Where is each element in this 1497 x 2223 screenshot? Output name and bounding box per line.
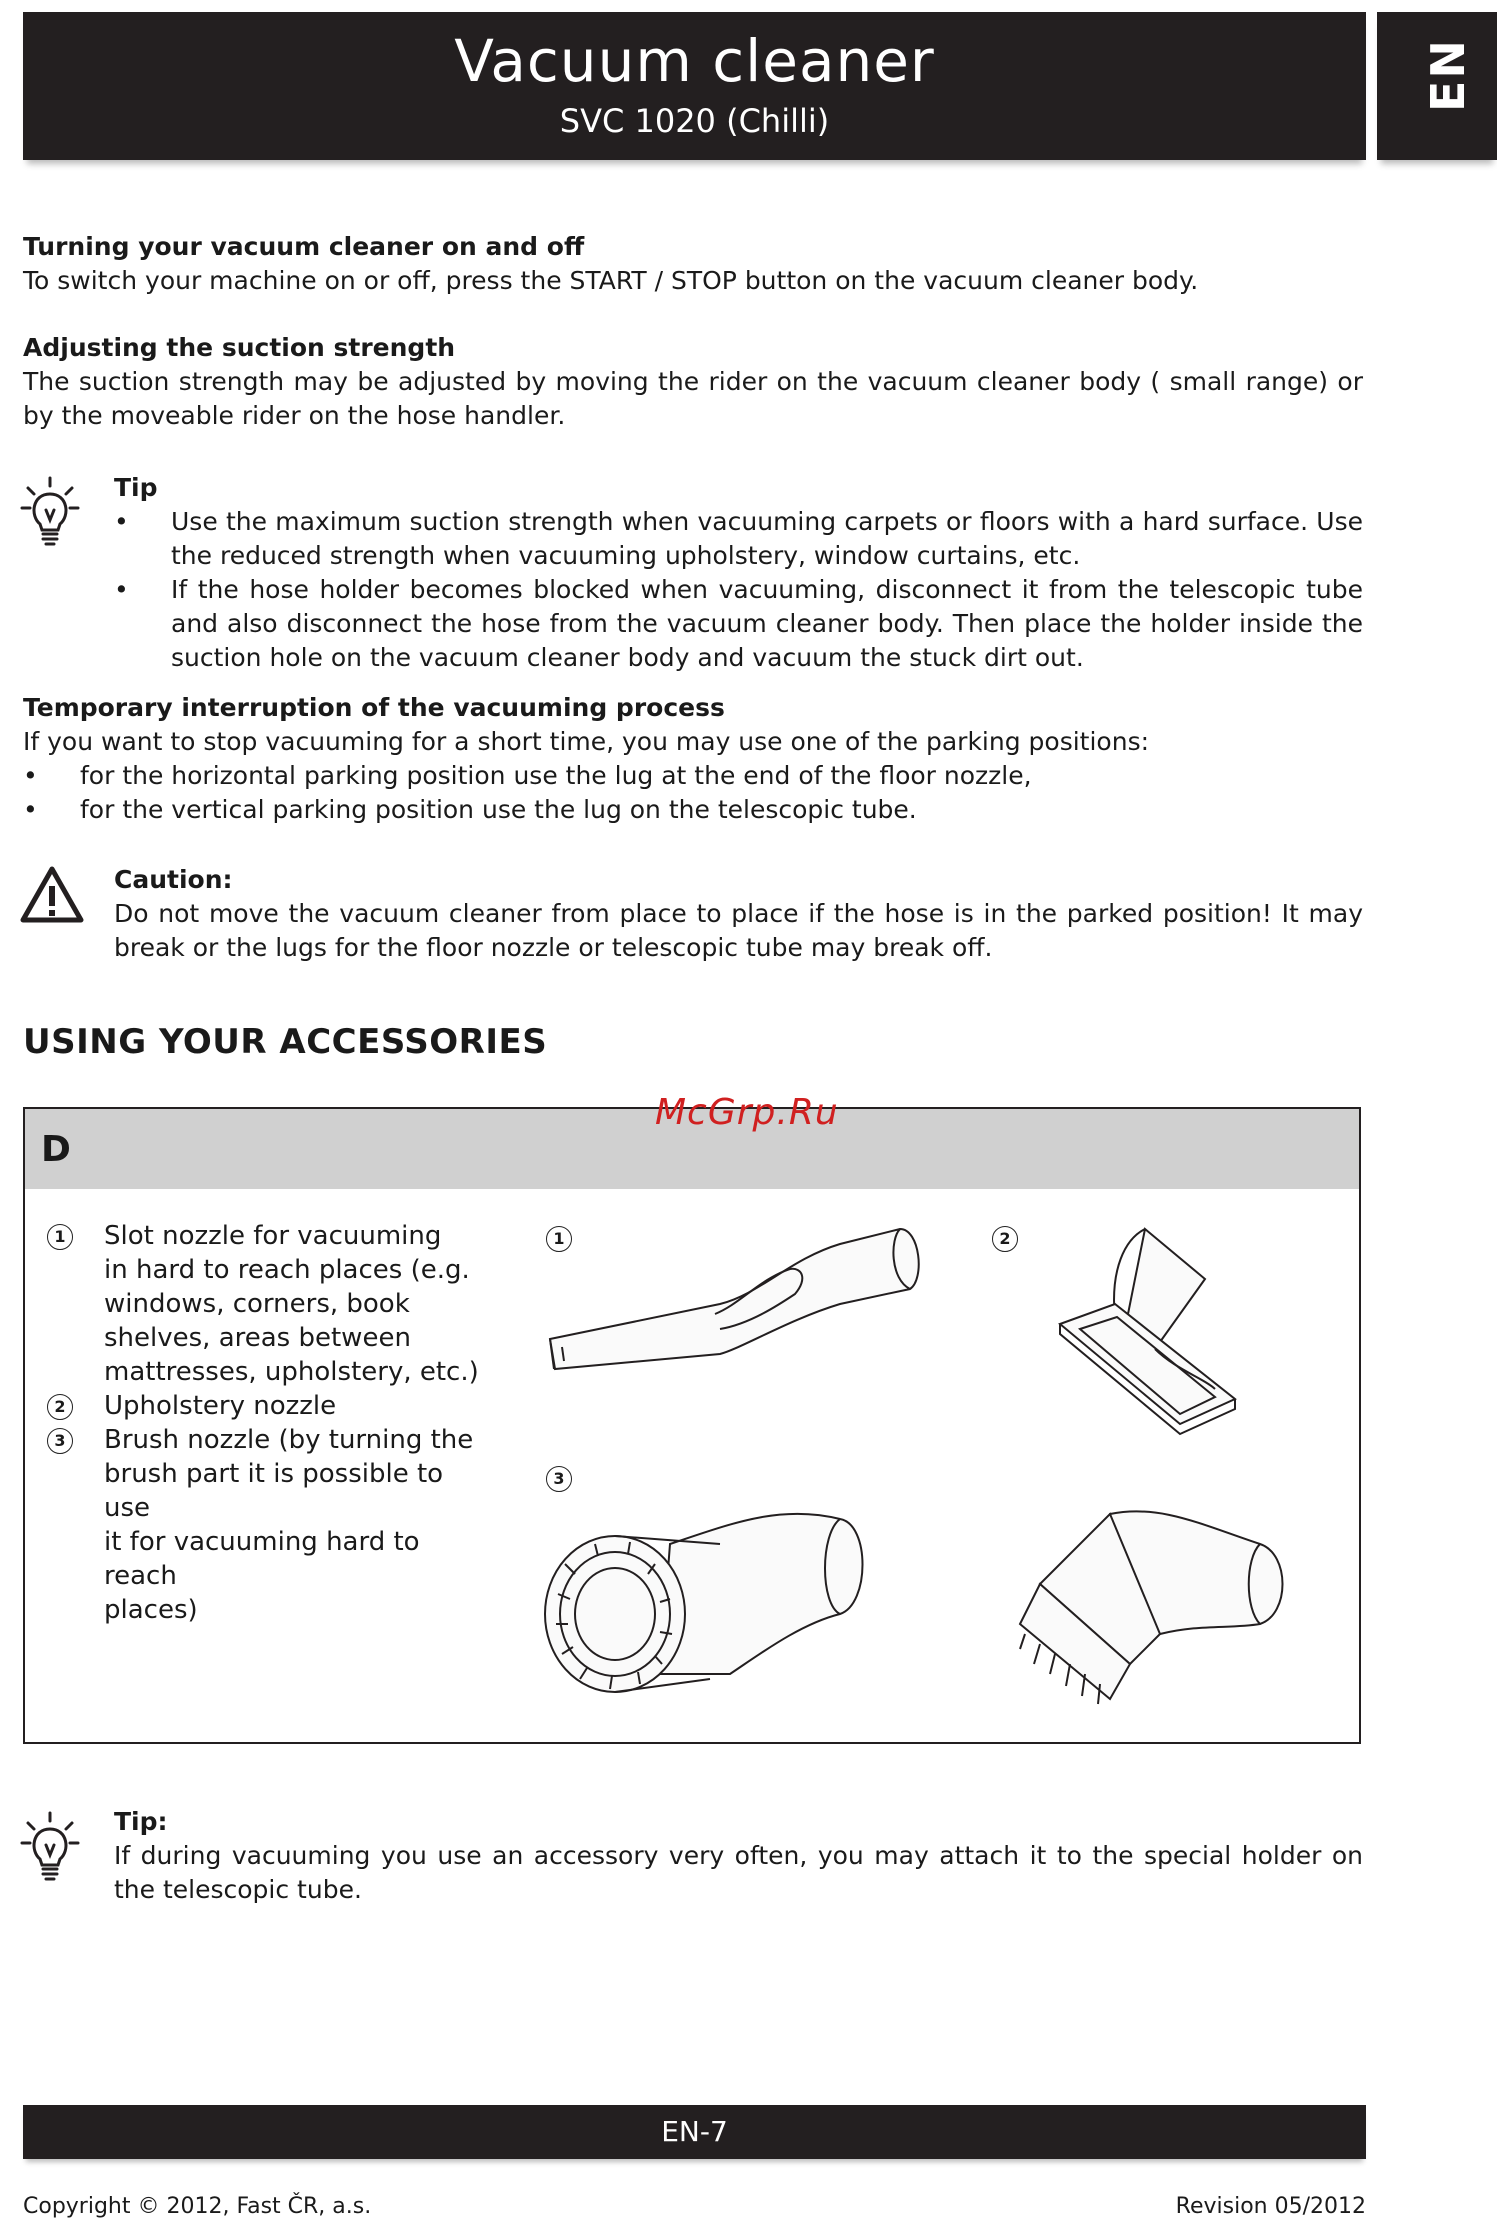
upholstery-nozzle-illustration xyxy=(1055,1219,1295,1459)
section-tip-1 xyxy=(114,471,1363,675)
tip-1-bullet-text: Use the maximum suction strength when vacuuming carpets or floors with a hard surface. Use the reduced strength when vacuuming upholstery, window curtains, etc. xyxy=(171,507,1363,570)
warning-triangle-icon xyxy=(20,866,84,924)
section-tip-2 xyxy=(114,1805,1363,1907)
interruption-heading: Temporary interruption of the vacuuming process xyxy=(23,693,725,722)
brush-nozzle-turned-illustration xyxy=(1000,1504,1320,1714)
interruption-bullet-text: for the vertical parking position use the lug on the telescopic tube. xyxy=(80,795,917,824)
legend-number: 3 xyxy=(47,1428,73,1454)
tip-1-bullet: • Use the maximum suction strength when vacuuming carpets or floors with a hard surface. Use the reduced strength when vacuuming upholstery, window curtains, etc. xyxy=(114,505,1363,573)
legend-line: in hard to reach places (e.g. xyxy=(104,1255,470,1285)
interruption-bullet-text: for the horizontal parking position use the lug at the end of the floor nozzle, xyxy=(80,761,1032,790)
accessories-title: USING YOUR ACCESSORIES xyxy=(23,1022,548,1062)
figure-label: D xyxy=(41,1129,71,1170)
caution-text: Do not move the vacuum cleaner from place to place if the hose is in the parked position! It may break or the lugs for the floor nozzle or telescopic tube may break off. xyxy=(114,899,1363,962)
interruption-bullet: • for the vertical parking position use the lug on the telescopic tube. xyxy=(23,793,1363,827)
legend-item xyxy=(47,1423,487,1627)
legend-line: mattresses, upholstery, etc.) xyxy=(104,1357,479,1387)
tip-1-bullet-text: If the hose holder becomes blocked when vacuuming, disconnect it from the telescopic tube and also disconnect the hose from the vacuum cleaner body. Then place the holder inside the suction hole on the vacuum cleaner body and vacuum the stuck dirt out. xyxy=(171,575,1363,672)
watermark: McGrp.Ru xyxy=(655,1092,839,1133)
brush-nozzle-illustration xyxy=(540,1504,900,1704)
caution-heading: Caution: xyxy=(114,865,233,894)
lightbulb-icon xyxy=(20,476,80,548)
interruption-bullet: • for the horizontal parking position use the lug at the end of the floor nozzle, xyxy=(23,759,1363,793)
on-off-text: To switch your machine on or off, press the START / STOP button on the vacuum cleaner body. xyxy=(23,266,1199,295)
copyright: Copyright © 2012, Fast ČR, a.s. xyxy=(23,2194,372,2219)
crevice-nozzle-illustration xyxy=(540,1219,940,1379)
legend-line: it for vacuuming hard to reach xyxy=(104,1527,420,1591)
suction-heading: Adjusting the suction strength xyxy=(23,333,456,362)
interruption-text: If you want to stop vacuuming for a short time, you may use one of the parking positions: xyxy=(23,727,1150,756)
figure-number: 2 xyxy=(992,1226,1018,1252)
tip-1-bullet: • If the hose holder becomes blocked when vacuuming, disconnect it from the telescopic tube and also disconnect the hose from the vacuum cleaner body. Then place the holder inside the suction hole on the vacuum cleaner body and vacuum the stuck dirt out. xyxy=(114,573,1363,675)
legend-line: brush part it is possible to use xyxy=(104,1459,444,1523)
page-header xyxy=(23,12,1366,160)
accessory-legend xyxy=(47,1219,487,1627)
legend-item xyxy=(47,1389,487,1423)
page-title: Vacuum cleaner xyxy=(454,27,935,95)
tip-1-heading: Tip xyxy=(114,473,158,502)
legend-line: Upholstery nozzle xyxy=(104,1391,337,1421)
page-number: EN-7 xyxy=(23,2105,1366,2159)
section-on-off xyxy=(23,230,1363,298)
section-caution xyxy=(114,863,1363,965)
suction-text: The suction strength may be adjusted by moving the rider on the vacuum cleaner body ( small range) or by the moveable rider on the hose handler. xyxy=(23,367,1363,430)
lightbulb-icon xyxy=(20,1811,80,1883)
legend-number: 2 xyxy=(47,1394,73,1420)
on-off-heading: Turning your vacuum cleaner on and off xyxy=(23,232,585,261)
legend-line: shelves, areas between xyxy=(104,1323,411,1353)
language-tab xyxy=(1377,12,1497,160)
tip-2-text: If during vacuuming you use an accessory very often, you may attach it to the special holder on the telescopic tube. xyxy=(114,1841,1363,1904)
figure-number: 1 xyxy=(546,1226,572,1252)
section-suction xyxy=(23,331,1363,433)
legend-line: places) xyxy=(104,1595,198,1625)
tip-2-heading: Tip: xyxy=(114,1807,168,1836)
legend-line: Slot nozzle for vacuuming xyxy=(104,1221,442,1251)
model-name: SVC 1020 (Chilli) xyxy=(559,102,830,140)
figure-d xyxy=(23,1107,1361,1744)
figure-number: 3 xyxy=(546,1466,572,1492)
section-interruption xyxy=(23,691,1363,827)
legend-number: 1 xyxy=(47,1224,73,1250)
legend-line: windows, corners, book xyxy=(104,1289,410,1319)
legend-line: Brush nozzle (by turning the xyxy=(104,1425,474,1455)
legend-item xyxy=(47,1219,487,1389)
revision: Revision 05/2012 xyxy=(1175,2194,1366,2219)
language-code: EN xyxy=(1421,38,1475,112)
